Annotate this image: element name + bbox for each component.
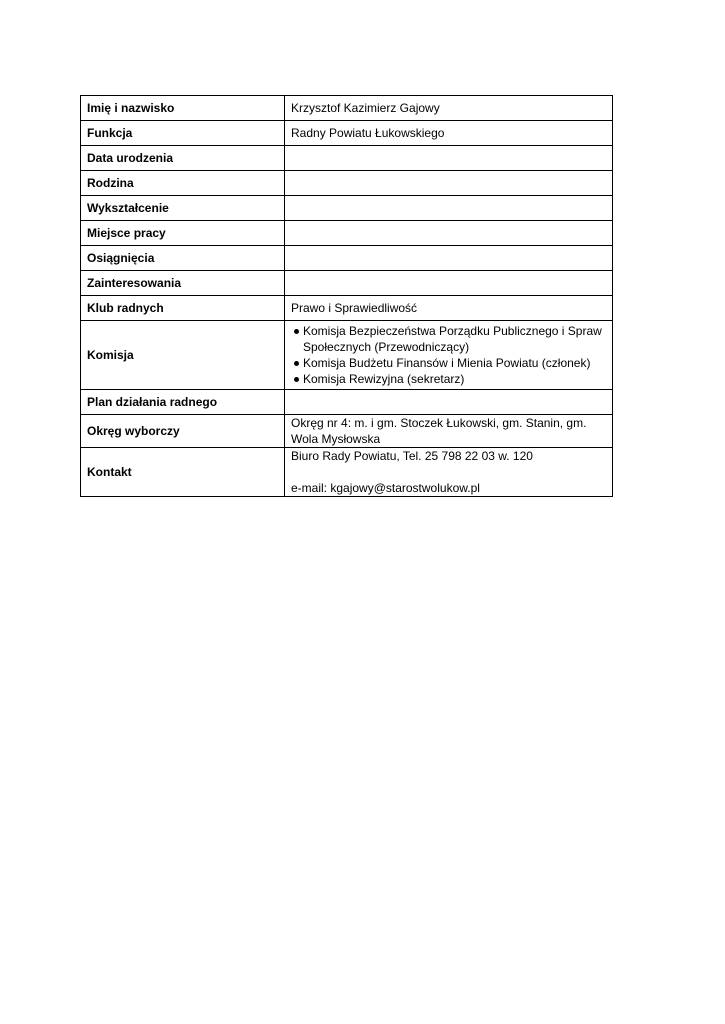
row-value — [285, 221, 613, 246]
table-row-achievements — [81, 246, 613, 271]
row-label: Data urodzenia — [81, 146, 285, 171]
table-row-constituency — [81, 415, 613, 448]
contact-phone: Biuro Rady Powiatu, Tel. 25 798 22 03 w. 120 — [291, 449, 533, 463]
table-row-contact — [81, 448, 613, 497]
table-row-family — [81, 171, 613, 196]
row-label: Klub radnych — [81, 296, 285, 321]
row-label: Zainteresowania — [81, 271, 285, 296]
row-label: Osiągnięcia — [81, 246, 285, 271]
table-row-function — [81, 121, 613, 146]
row-value — [285, 146, 613, 171]
table-row-action-plan — [81, 390, 613, 415]
row-value — [285, 246, 613, 271]
committee-item: Komisja Budżetu Finansów i Mienia Powiatu (członek) — [303, 356, 591, 370]
row-label: Kontakt — [81, 448, 285, 497]
bullet-icon — [294, 361, 299, 366]
row-value: Radny Powiatu Łukowskiego — [285, 121, 613, 146]
list-item — [291, 371, 606, 387]
row-value: Okręg nr 4: m. i gm. Stoczek Łukowski, gm. Stanin, gm. Wola Mysłowska — [285, 415, 613, 448]
row-label: Rodzina — [81, 171, 285, 196]
table-row-workplace — [81, 221, 613, 246]
row-value — [285, 390, 613, 415]
table-row-interests — [81, 271, 613, 296]
row-value — [285, 171, 613, 196]
row-label: Imię i nazwisko — [81, 96, 285, 121]
row-label: Komisja — [81, 321, 285, 390]
contact-email: e-mail: kgajowy@starostwolukow.pl — [291, 481, 480, 495]
table-row-committee — [81, 321, 613, 390]
row-label: Wykształcenie — [81, 196, 285, 221]
row-label: Funkcja — [81, 121, 285, 146]
row-value — [285, 448, 613, 497]
table-row-name — [81, 96, 613, 121]
row-label: Okręg wyborczy — [81, 415, 285, 448]
committee-item: Komisja Bezpieczeństwa Porządku Publicznego i Spraw Społecznych (Przewodniczący) — [303, 324, 602, 354]
contact-spacer — [291, 464, 606, 480]
list-item — [291, 355, 606, 371]
table-row-club — [81, 296, 613, 321]
row-value — [285, 271, 613, 296]
row-label: Miejsce pracy — [81, 221, 285, 246]
row-value — [285, 321, 613, 390]
table-row-birth-date — [81, 146, 613, 171]
committee-list — [291, 323, 606, 387]
committee-item: Komisja Rewizyjna (sekretarz) — [303, 372, 465, 386]
row-value — [285, 196, 613, 221]
row-label: Plan działania radnego — [81, 390, 285, 415]
list-item — [291, 323, 606, 355]
bullet-icon — [294, 329, 299, 334]
row-value: Prawo i Sprawiedliwość — [285, 296, 613, 321]
councillor-profile-table — [80, 95, 613, 497]
row-value: Krzysztof Kazimierz Gajowy — [285, 96, 613, 121]
bullet-icon — [294, 377, 299, 382]
table-row-education — [81, 196, 613, 221]
